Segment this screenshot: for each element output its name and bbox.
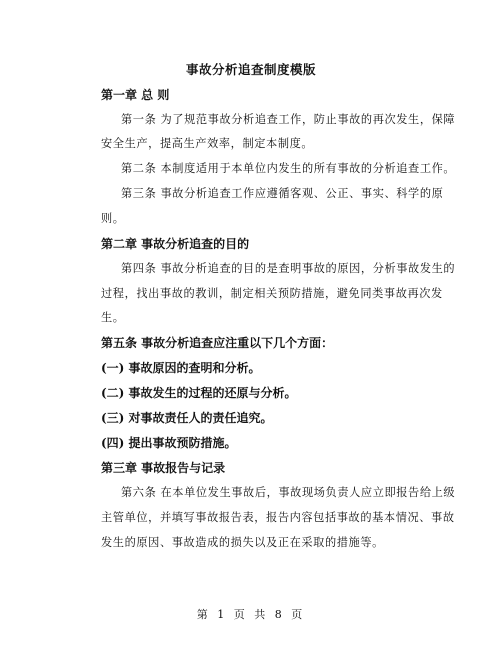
article-5-heading: 第五条 事故分析追查应注重以下几个方面： xyxy=(101,336,334,350)
article-1-line-1: 第一条 为了规范事故分析追查工作，防止事故的再次发生，保障 xyxy=(121,113,456,126)
list-item-1: (一) 事故原因的查明和分析。 xyxy=(101,361,261,375)
article-6-line-1: 第六条 在本单位发生事故后，事故现场负责人应立即报告给上级 xyxy=(121,486,456,499)
chapter-2-heading: 第二章 事故分析追查的目的 xyxy=(101,237,250,251)
article-6-line-3: 发生的原因、事故造成的损失以及正在采取的措施等。 xyxy=(101,536,384,549)
article-3-line-2: 则。 xyxy=(101,212,125,225)
article-1-line-2: 安全生产，提高生产效率，制定本制度。 xyxy=(101,137,314,150)
chapter-1-heading: 第一章 总 则 xyxy=(101,88,170,102)
list-item-2: (二) 事故发生的过程的还原与分析。 xyxy=(101,386,297,400)
article-4-line-2: 过程，找出事故的教训，制定相关预防措施，避免同类事故再次发 xyxy=(101,287,443,300)
document-title: 事故分析追查制度模版 xyxy=(185,62,316,77)
article-3-line-1: 第三条 事故分析追查工作应遵循客观、公正、事实、科学的原 xyxy=(121,187,444,200)
chapter-3-heading: 第三章 事故报告与记录 xyxy=(101,461,226,475)
article-4-line-3: 生。 xyxy=(101,311,125,324)
list-item-4: (四) 提出事故预防措施。 xyxy=(101,436,237,450)
article-6-line-2: 主管单位，并填写事故报告表，报告内容包括事故的基本情况、事故 xyxy=(101,511,455,524)
article-2-line-1: 第二条 本制度适用于本单位内发生的所有事故的分析追查工作。 xyxy=(121,162,456,175)
page-footer: 第 1 页 共 8 页 xyxy=(196,608,306,621)
list-item-3: (三) 对事故责任人的责任追究。 xyxy=(101,411,273,425)
article-4-line-1: 第四条 事故分析追查的目的是查明事故的原因，分析事故发生的 xyxy=(121,262,456,275)
